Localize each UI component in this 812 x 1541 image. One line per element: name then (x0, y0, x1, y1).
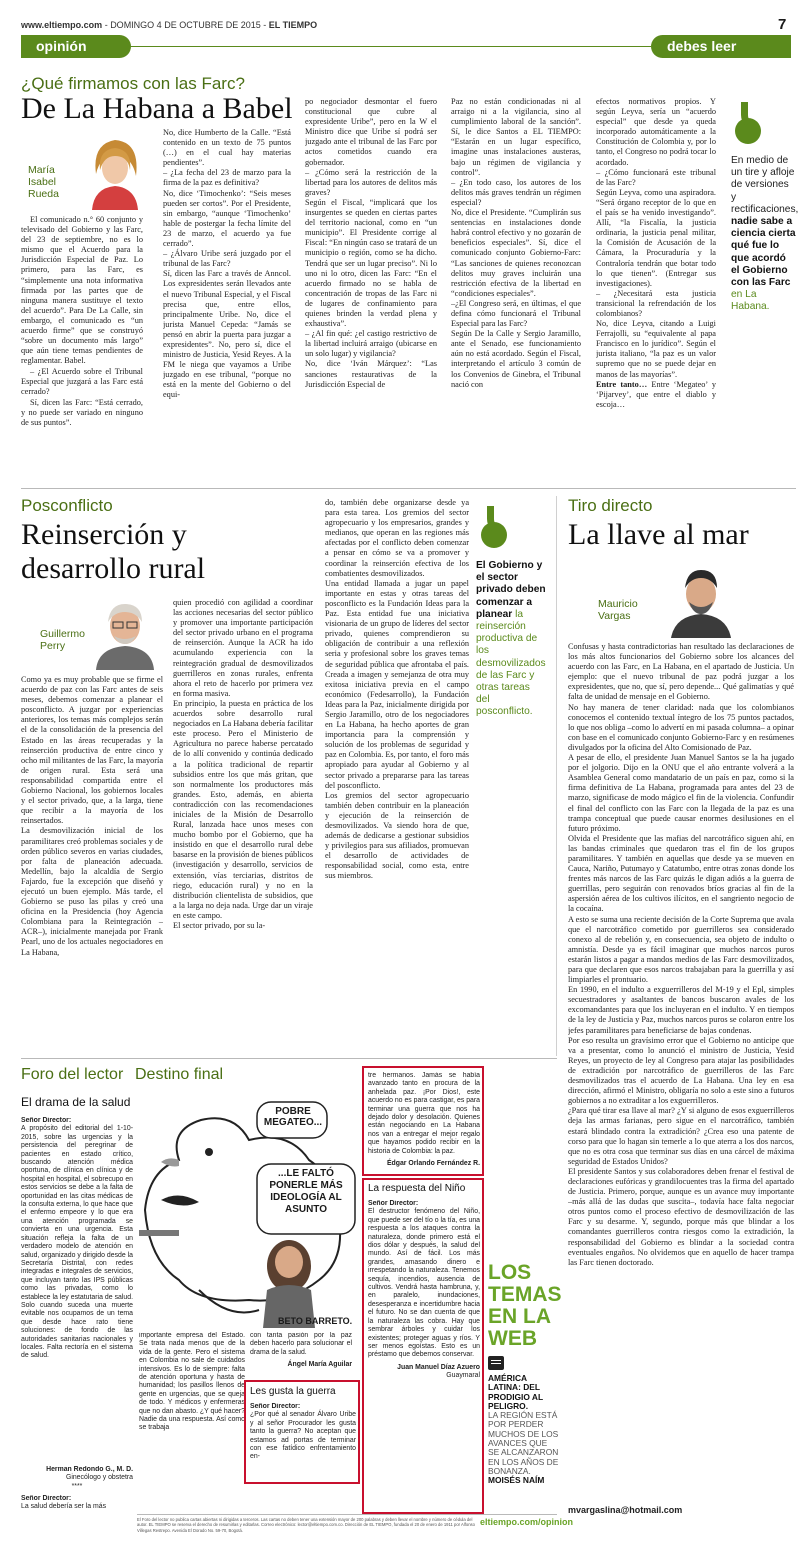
web-title (488, 1261, 562, 1350)
article3-headline[interactable]: La llave al mar (568, 518, 749, 551)
article1-col4: Paz no están condicionadas ni al arraigo ni a la vigilancia, sino al cumplimiento laboral de la sanción”. Sí, le dice Santos a EL TIEMPO: “Estarán en un lugar específico, imagine unas instalaciones austeras, bajo un régimen de vigilancia y control”. – ¿En todo caso, los autores de los delitos más graves tendrán un régimen especial? No, dice el Presidente. “Cumplirán sus sentencias en instalaciones donde habrá control efectivo y no gozarán de beneficios especiales”. Sí, dice el comunicado conjunto Gobierno-Farc: “Las sanciones de quienes reconozcan delitos muy graves incluirán una restricción efectiva de la libertad en “condiciones especiales”. –¿El Congreso será, en últimas, el que defina cómo funcionará el Tribunal Especial para las Farc? Según De la Calle y Sergio Jaramillo, ante el Senado, ese funcionamiento aún no está acordado. Según el Fiscal, interpretando el artículo 3 común de los Convenios de Ginebra, el Tribunal nació con (451, 97, 581, 389)
cartoonist-signature: BETO BARRETO. (278, 1316, 353, 1326)
letter-body: A propósito del editorial del 1-10-2015, sobre las urgencias y la persistencia del peregrinar de pacientes en estado crítico, buscando atención médica oportuna, de clínica en clínica y de hospital en hospital, el sobrecupo en estos servicios se debe a la falta de oportunidad en las citas médicas de la consulta externa, lo que hace que el enfermo empeore y lo que era una atención programada se convierta en una urgencia. Esta situación refleja la falta de un verdadero modelo de atención en salud, organizado y dirigido desde la Secretaría Distrital, con redes integradas e integrales de servicios, que incluyan tanto las IPS públicas como las privadas, como lo establece la ley estatutaria de salud. Solo cuando suceda una muerte evitable nos ocupamos de un tema que desde hace rato tiene soluciones: de fondo de las autoridades sanitarias nacionales y locales. Falta rectoría en el sistema de salud. (21, 1125, 133, 1360)
foro-title: Foro del lector (21, 1066, 124, 1083)
web-story-title[interactable]: AMÉRICA LATINA: DEL PRODIGIO AL PELIGRO. (488, 1373, 543, 1411)
article3-kicker: Tiro directo (568, 496, 653, 515)
article3-body: Confusas y hasta contradictorias han resultado las declaraciones de los más altos funcionarios del Gobierno sobre los alcances del acuerdo con las Farc, en La Habana, en el apartado de Justicia. Un ejemplo: que el nuevo tribunal de paz podrá juzgar a los expresidentes, que no, que sí, pero depende... Qué galimatías y qué falta de unidad de mensaje en el Gobierno. No hay manera de tener claridad: nada que los colombianos conocemos el contenido textual íntegro de los 75 puntos pactados, lo que nos obliga –como lo advertí en mi pasada columna– a opinar con base en el comunicado conjunto Gobierno-Farc y en resúmenes divulgados por la oficina del Alto Comisionado de Paz. A pesar de ello, el presidente Juan Manuel Santos se la ha jugado por el jolgorio. Dijo en la ONU que el año entrante volverá a la Asamblea General como mandatario de un país en paz, como si la firma definitiva de La Habana, programada para antes del 23 de marzo, significase de modo mágico el fin de la violencia. Confundir el final del conflicto con las Farc con la llegada de la paz es una trampa conceptual que puede causar enormes desilusiones en el futuro próximo. Olvida el Presidente que las mafias del narcotráfico siguen ahí, en las bandas criminales que quedaron tras el fin de los grupos paramilitares. Y también en aquellas que desde ya se mueven en Cauca, Nariño, Putumayo y Catatumbo, entre otras zonas donde los frentes más narcos de las Farc quizás le digan adiós a la guerra de guerrillas, pero seguirán con renovados bríos gracias al fin de la aspersión aérea de los cultivos ilícitos, en el sangriento negocio de la cocaína. A esto se suma una reciente decisión de la Corte Suprema que avala que el narcotráfico cometido por guerrilleros sea considerado conexo al de rebelión y, en consecuencia, sea objeto de indulto o amnistía. Desde ya es fácil imaginar que muchos narcos puros estarán listos a pagar a mandos medios de las Farc desmovilizados, para que declaren que esos narcos trabajaban para la guerrilla y así limpiarles el prontuario. En 1990, en el indulto a exguerrilleros del M-19 y el Epl, simples secuestradores y asaltantes de bancos buscaron avales de los excomandantes para que los incluyeran en el indulto. Y en tiempos de la ley de Justicia y Paz, muchos narcos puros se colaron entre los jefes paramilitares para beneficiarse de bajas condenas. Por eso resulta un gravísimo error que el Gobierno no anticipe que va a presentar, como lo anunció el ministro de Justicia, Yesid Reyes, un proyecto de ley al Congreso para atajar las posibilidades de extradición por narcotráfico de guerrilleros de las Farc desmovilizados tras el acuerdo de La Habana. Una ley en esa dirección, afirmó el Ministro, obligaría no solo a este sino a futuros gobiernos a no extraditar a los exguerrilleros. ¿Para qué tirar esa llave al mar? ¿Y si alguno de esos exguerrilleros deja las armas farianas, pero sigue en el narcotráfico, también estará blindado contra la extradición? ¿Crea eso una patente de corso para que lo hagan sin temerle a lo que aterra a los dos narcos, que no es otra cosa que terminar sus días en una cárcel de máxima seguridad de Estados Unidos? El presidente Santos y sus colaboradores deben frenar el festival de declaraciones eufóricas y grandilocuentes tras la firma del apartado de Justicia. Primero, porque, aunque es un avance muy importante –más allá de las dudas que suscita–, todavía hace falta negociar otros puntos como el proceso efectivo de desmovilización de las Farc y su desarme. Y, segundo, porque más que blindar a los comandantes guerrilleros contra riesgos como la extradición, la responsabilidad del Gobierno es blindar a la sociedad contra eventuales engaños. No olvidemos que en aquello de hacer trampa las Farc tienen doctorado. (568, 642, 794, 1267)
salutation: Señor Director: (368, 1200, 419, 1207)
salutation: Señor Director: (21, 1495, 72, 1502)
separator-stars: **** (71, 1482, 83, 1490)
article2-pullquote: El Gobierno y el sector privado deben comenzar a planear la reinserción productiva de los desmovilizados de las Farc y otras tareas del posconflicto. (476, 560, 546, 718)
article2-kicker: Posconflicto (21, 496, 113, 515)
letter4 (368, 1200, 480, 1381)
salutation: Señor Director: (21, 1117, 72, 1124)
destino-title: Destino final (135, 1066, 224, 1083)
article1-col3: po negociador desmontar el fuero constitucional que cubre al expresidente Uribe”, pero en la W el Ministro dice que Uribe sí podrá ser juzgado ante el tribunal de las Farc por actos cometidos cuando era gobernador. – ¿Cómo será la restricción de la libertad para los autores de delitos más graves? Según el Fiscal, “implicará que los insurgentes se queden en ciertas partes del territorio nacional, como en “un municipio”. El Presidente corrige al Fiscal: “En ningún caso se tratará de un municipio o región, como se ha dicho. Tendrá que ser un lugar preciso”. Ni lo uno ni lo otro, dicen las Farc: “En el acuerdo firmado no se habla de concentración de tropas de las Farc ni de lugares de confinamiento para quienes brinden la verdad plena y exhaustiva”. – ¿Al fin qué: ¿el castigo restrictivo de la libertad incluirá arraigo (ubicarse en un solo lugar) y vigilancia? No, dice ‘Iván Márquez’: “Las sanciones restaurativas de la Jurisdicción Especial de (305, 97, 437, 389)
article1-pullquote: En medio de un tire y afloje de versiones y rectificaciones, nadie sabe a ciencia cierta qué fue lo que acordó el Gobierno con las Farc en La Habana. (731, 155, 799, 313)
author-photo-rueda (82, 130, 148, 210)
article2-col1: Como ya es muy probable que se firme el acuerdo de paz con las Farc antes de seis meses, debemos comenzar a planear el posconflicto. A juzgar por experiencias anteriores, los temas más complejos serán el de la consolidación de la presencia del Estado en las áreas recuperadas y la reinserción productiva de entre cinco y ocho mil militantes de las Farc, la mayoría de origen rural. Esta será una responsabilidad compartida entre el Gobierno Nacional, los gobiernos locales y el sector privado, que, a la larga, tiene que recibir a la mayoría de los reinsertados. La desmovilización inicial de los paramilitares creó problemas sociales y de orden público severos en varias ciudades, por falta de planeación adecuada. Medellín, bajo la alcaldía de Sergio Fajardo, fue la excepción que diseñó y ejecutó un buen ejemplo. Más tarde, el Gobierno se puso las pilas y creó una oficina en la Presidencia (hoy Agencia Colombiana para la Reintegración –ACR–), inicialmente manejada por Frank Pearl, uno de los actuales negociadores en La Habana, (21, 675, 163, 957)
signature: Ángel María Aguilar (287, 1361, 352, 1369)
web-story-body: LA REGIÓN ESTÁ POR PERDER MUCHOS DE LOS AVANCES QUE SE ALCANZARON EN LOS AÑOS DE BONANZA. (488, 1410, 559, 1476)
signature: Édgar Orlando Fernández R. (386, 1160, 480, 1168)
letter-body: tre hermanos. Jamás se había avanzado tanto en procura de la anhelada paz. ¡Por Dios!, este acuerdo no es para castigar, es para terminar una guerra que nos ha dejado dolor y desolación. Quienes están negociando en La Habana nos van a entregar el mejor regalo que hayamos podido recibir en la historia de Colombia: la paz. (368, 1072, 480, 1155)
signature: Herman Redondo G., M. D. (46, 1466, 133, 1473)
letter1-signature-block (21, 1466, 133, 1491)
article1-kicker: ¿Qué firmamos con las Farc? (21, 74, 245, 93)
letter-body: con tanta pasión por la paz deben hacerlo para solucionar el drama de la salud. (250, 1332, 352, 1356)
paragraph: Sí, dicen las Farc: “Está cerrado, y no puede ser variado en ninguno de sus puntos”. (21, 397, 143, 427)
chat-icon (488, 1356, 504, 1370)
letter-body: ¿Por qué al senador Álvaro Uribe y al señor Procurador les gusta tanto la guerra? No aceptan que estamos ad portas de terminar con ese fatídico enfrentamiento en- (250, 1411, 356, 1461)
article2-col3: do, también debe organizarse desde ya para esta tarea. Los gremios del sector agropecuario y los empresarios, grandes y medianos, que operan en las regiones más afectadas por el conflicto deben comenzar a pensar en cómo se va a promover y coordinar la reinserción efectiva de los combatientes desmovilizados. Una entidad llamada a jugar un papel importante en estas y otras tareas del posconflicto es la Fundación Ideas para la Paz. Esta entidad fue una iniciativa visionaria de un grupo de líderes del sector privado, quienes comprendieron su obligación de contribuir a una reflexión seria y profesional sobre los graves temas de seguridad pública que afrontaba el país. Creada a imagen y semejanza de otra muy exitosa iniciativa previa en el campo económico (Fedesarrollo), la Fundación Ideas para la Paz, inicialmente dirigida por Sergio Jaramillo, otro de los negociadores en La Habana, ha hecho aportes de gran importancia para la comprensión y solución de los problemas de seguridad y paz en Colombia. Es, por tanto, el foro más apropiado para ayudar al Gobierno y al sector privado a prepararse para las tareas del posconflicto. Los gremios del sector agropecuario también deben contribuir en la planeación y ejecución de la reinserción de desmovilizados. Va siendo hora de que, además de dedicarse a gestionar subsidios y privilegios para sus afiliados, promuevan el desarrollo de actividades de responsabilidad social, como esta, entre sus miembros. (325, 498, 469, 881)
letter2-continued (139, 1332, 245, 1452)
web-title-line: EN LA (488, 1305, 551, 1328)
cartoon-bubble-1: POBRE MEGATEO... (263, 1106, 323, 1128)
web-link[interactable]: eltiempo.com/opinion (480, 1517, 574, 1527)
column-divider (556, 496, 557, 1056)
footer-disclaimer: El Foro del lector no publica cartas abiertas ni dirigidas a terceros. Las cartas no deben tener una extensión mayor de 200 palabras y deben llevar el nombre y número de cédula del autor. EL TIEMPO se reserva el derecho de resumirlas y editarlas. Correo electrónico: lector@eltiempo.com.co. Dirección de EL TIEMPO, fundada el 20 de enero de 1911 por Alfonso Villegas Restrepo. Avenida El Dorado No. 59-70, Bogotá. (137, 1517, 475, 1533)
quote-icon (735, 118, 761, 144)
entre-tanto-lead: Entre tanto… (596, 379, 648, 389)
web-title-line: LOS (488, 1261, 532, 1284)
paper-name: EL TIEMPO (268, 20, 318, 30)
article1-col1 (21, 215, 143, 480)
section-bar-line (131, 46, 651, 47)
masthead-line: www.eltiempo.com - DOMINGO 4 DE OCTUBRE DE 2015 - EL TIEMPO (21, 20, 318, 30)
issue-date: DOMINGO 4 DE OCTUBRE DE 2015 (110, 20, 261, 30)
divider (137, 1514, 557, 1515)
author-email[interactable]: mvargaslina@hotmail.com (568, 1505, 683, 1515)
paragraph: – ¿El Acuerdo sobre el Tribunal Especial que juzgará a las Farc está cerrado? (21, 366, 143, 397)
article1-col2: No, dice Humberto de la Calle. “Está contenido en un texto de 75 puntos (…) en el cual hay materias pendientes”. – ¿La fecha del 23 de marzo para la firma de la paz es definitiva? No, dice ‘Timochenko’: “Seis meses pueden ser cortos”. Por el Presidente, sin embargo, “aunque ‘Timochenko’ hable de postergar la fecha límite del 23 de marzo, el acuerdo ya fue cerrado”. – ¿Álvaro Uribe será juzgado por el tribunal de las Farc? Sí, dicen las Farc a través de Anncol. Los expresidentes serán llevados ante el nuevo Tribunal Especial, y el Fiscal precisa que, entre ellos, principalmente Uribe. No, dice el jurista Manuel Cepeda: “Jamás se pensó en abrir la puerta para juzgar a expresidentes”. No, pero sí, dice el ministro de Justicia, Yesid Reyes. A la FM le niega que vayamos a Uribe juzgado en ese tribunal, “porque no está en la mente del Gobierno o del equi- (163, 128, 291, 400)
paragraph: efectos normativos propios. Y según Leyva, sería un “acuerdo especial” que desde ya queda incorporado automáticamente a la Constitución de Colombia y, por lo tanto, el Congreso no podrá tocar lo acordado. – ¿Cómo funcionará este tribunal de las Farc? Según Leyva, como una aspiradora. “Será órgano receptor de lo que en el país se ha venido investigando”. Allí, “la Fiscalía, la justicia ordinaria, la justicia penal militar, la Comisión de Acusación de la Cámara, la Procuraduría y la Contraloría tendrán que botar todo lo que tienen”. (Entregar sus investigaciones). – ¿Necesitará esta justicia transicional la refrendación de los colombianos? No, dice Leyva, citando a Luigi Ferrajolli, su “equivalente al papa Francisco en lo jurídico”. Según el jurista italiano, “la paz es un valor supremo que no se puede dejar en manos de las mayorías”. (596, 97, 716, 379)
letter-body: El destructor fenómeno del Niño, que puede ser del tío o la tía, es una respuesta a los ataques contra la naturaleza, donde primero está el dios dólar y después, la salud del mundo. Así de fácil. Los más grandes, amasando dinero e irrespetando la naturaleza. Tenemos sequía, incendios, ausencia de cultivos. Vendrá hasta hambruna, y, en paralelo, inundaciones, desesperanza e incertidumbre hacia el futuro. No se dan cuenta de que la naturaleza las cobra. Hay que sembrar árboles y cuidar los existentes; proteger aguas y ríos. Y ser menos egoístas. Esto es un préstamo que debemos conservar. (368, 1208, 480, 1359)
author-name-rueda: María Isabel Rueda (28, 164, 59, 200)
divider (21, 1058, 557, 1059)
author-photo-vargas (665, 560, 737, 638)
web-story[interactable] (488, 1374, 560, 1486)
letter1 (21, 1117, 133, 1452)
author-photo-perry (90, 592, 160, 670)
letter2-start (21, 1495, 133, 1512)
letter-body: La salud debería ser la más (21, 1503, 107, 1511)
section-label-debes-leer[interactable]: debes leer (667, 38, 737, 54)
letter3-title[interactable]: Les gusta la guerra (250, 1386, 336, 1397)
author-name-perry: Guillermo Perry (40, 628, 85, 652)
paragraph: El comunicado n.° 60 conjunto y televisado del Gobierno y las Farc, del 23 de septiembre, no es lo mismo que el Acuerdo para la Jurisdicción Especial de Paz. Lo primero, para las Farc, es “simplemente una nota informativa firmada por las partes que de ninguna manera sustituye el texto del acuerdo”. Para De La Calle, sin embargo, el comunicado es “un acuerdo firme” que se construyó “sobre un documento más largo” que aún tiene temas pendientes de reglamentar. Babel. (21, 215, 143, 366)
letter3-start (250, 1403, 356, 1462)
page-number: 7 (778, 16, 787, 33)
quote-icon (481, 522, 507, 548)
section-label-opinion[interactable]: opinión (36, 38, 87, 54)
signature-place: Guaymaral (446, 1372, 480, 1380)
site-url[interactable]: www.eltiempo.com (21, 20, 103, 30)
author-name-vargas: Mauricio Vargas (598, 598, 638, 622)
article2-headline[interactable]: Reinserción y desarrollo rural (21, 518, 206, 585)
divider (21, 488, 796, 489)
web-title-line: TEMAS (488, 1283, 562, 1306)
letter-body: importante empresa del Estado. Se trata nada menos que de la vida de la gente. Pero el sistema en Colombia no sale de cuidados intensivos. Es lo de siempre: falta de atención oportuna y hasta de humanidad; los pasillos llenos de gente en urgencias, que se queja de todo. Y médicos y enfermeras que no dan abasto. ¿Y qué hacer? Nadie da una respuesta. Así como se trabaja (139, 1332, 245, 1432)
article1-headline[interactable]: De La Habana a Babel (21, 92, 293, 125)
article2-col2: quien procedió con agilidad a coordinar las acciones necesarias del sector público y promover una importante participación del sector privado urbano en el programa de reinserción. Aunque la ACR ha ido acumulando experiencia con la reintegración gradual de desmovilizados guerrilleros en zonas rurales, enfrenta ahora el reto de hacerlo por primera vez en forma masiva. En principio, la puesta en práctica de los acuerdos sobre desarrollo rural negociados en La Habana debería facilitar este proceso. Pero el Ministerio de Agricultura no parece haberse percatado de lo allí convenido y continúa dedicado a la política tradicional de repartir subsidios entre los que más gritan, que son normalmente los productores más grandes. Esto, además, en abierta contradicción con las recomendaciones iniciales de la Misión de Desarrollo Rural, lanzada hace unos meses con mucho bombo por el Gobierno, que ha insistido en que el desarrollo rural debe basarse en la provisión de bienes públicos (investigación y desarrollo, servicios de extensión, vías terciarias, distritos de riego, educación rural) y no en la distribución clientelista de subsidios, que a la larga no deja nada. Urge dar un viraje en este campo. El sector privado, por su la- (173, 598, 313, 930)
cartoon-bubble-2: ...LE FALTÓ PONERLE MÁS IDEOLOGÍA AL ASUNTO (269, 1168, 343, 1215)
web-story-author: MOISÉS NAÍM (488, 1475, 545, 1486)
letter3-end (368, 1072, 480, 1168)
letter1-title[interactable]: El drama de la salud (21, 1095, 131, 1109)
signature: Juan Manuel Díaz Azuero (397, 1363, 480, 1371)
salutation: Señor Director: (250, 1403, 301, 1410)
letter4-title[interactable]: La respuesta del Niño (368, 1183, 466, 1194)
letter2-continued-b (250, 1332, 352, 1370)
signature-role: Ginecólogo y obstetra (65, 1474, 133, 1482)
article1-col5 (596, 97, 716, 480)
web-title-line: WEB (488, 1327, 537, 1350)
entre-tanto-text: Entre ‘Megateo’ y ‘Pijarvey’, que entre el diablo y escoja… (596, 379, 716, 409)
